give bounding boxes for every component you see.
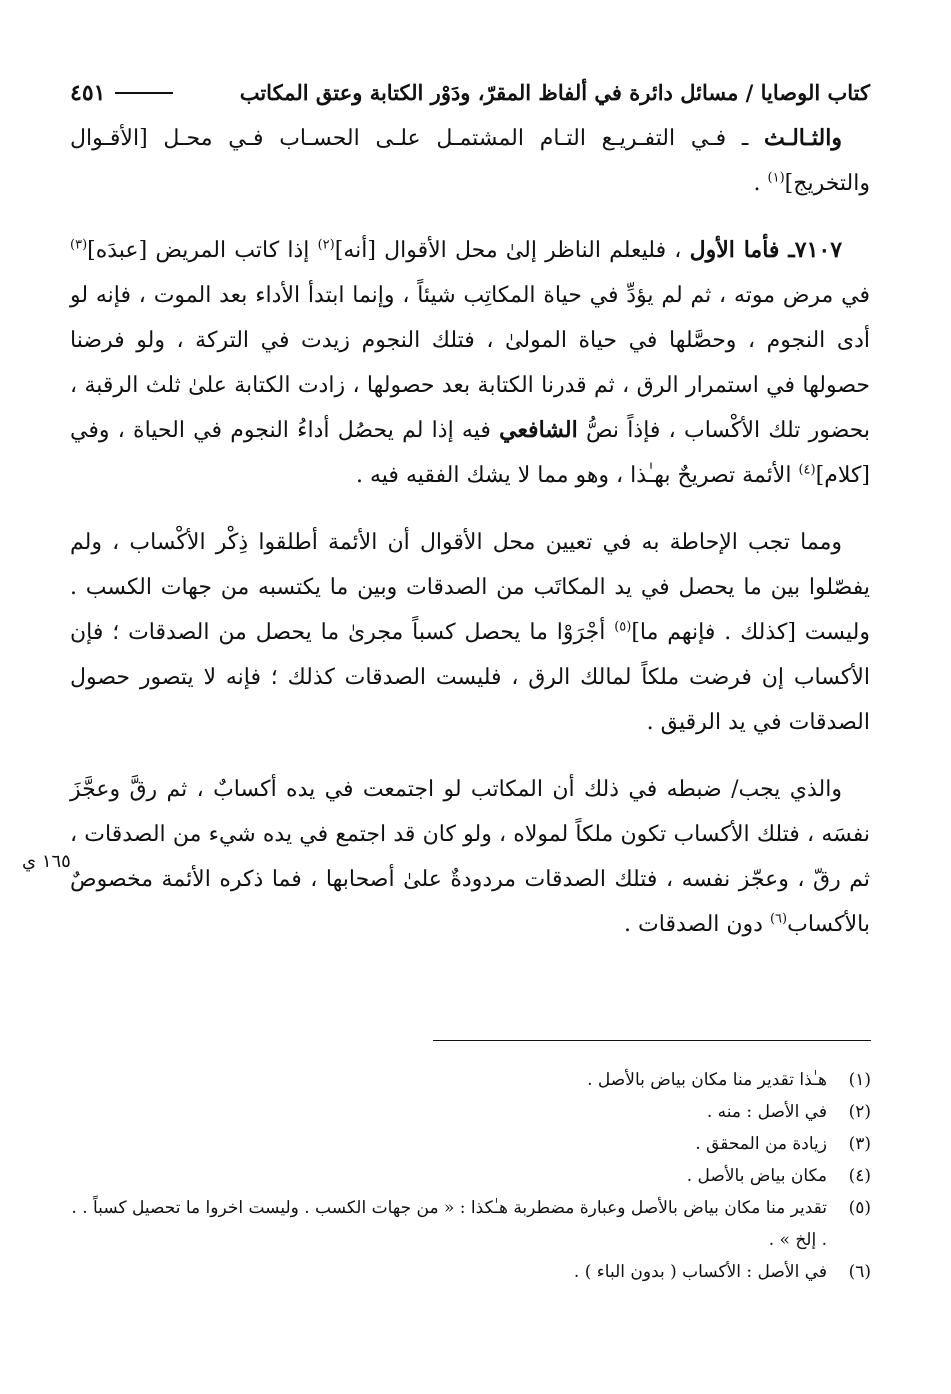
footnote-text: في الأصل : الأكساب ( بدون الباء ) . (573, 1262, 827, 1282)
footnote (71, 1160, 871, 1192)
footnote (71, 1096, 871, 1128)
footnote (71, 1192, 871, 1256)
footnote (71, 1064, 871, 1096)
footnote-ref-6: (٦) (769, 911, 788, 927)
p3-text-2: دون الصدقات . (624, 912, 770, 937)
footnote-number: (١) (848, 1070, 871, 1090)
footnote-number: (٥) (848, 1198, 871, 1218)
footnote-ref-3: (٣) (70, 237, 88, 253)
p1-text-3: في مرض موته ، ثم لم يؤدِّ في حياة المكاتِب شيئاً ، وإنما ابتدأ الأداء بعد الموت ، فإنه لو أدى النجوم ، وحصَّلها في حياة المولىٰ ، فتلك النجوم زيدت في التركة ، ولو فرضنا حصولها في استمرار الرق ، ثم قدرنا الكتابة بعد حصولها ، زادت الكتابة علىٰ ثلث الرقبة ، بحضور تلك الأكْساب ، فإذاً نصُّ (70, 283, 870, 443)
running-header (70, 70, 870, 116)
footnote-number: (٣) (848, 1134, 871, 1154)
footnote-text: مكان بياض بالأصل . (686, 1166, 827, 1186)
paragraph-number: ٧١٠٧ـ (779, 237, 843, 263)
footnote-number: (٤) (848, 1166, 871, 1186)
header-dash (115, 92, 173, 94)
footnote-ref-5: (٥) (614, 619, 632, 635)
p2-text-2: أجْرَوْا ما يحصل كسباً مجرىٰ ما يحصل من الصدقات ؛ فإن الأكساب إن فرضت ملكاً لمالك الرق ، فليست الصدقات كذلك ؛ فإنه لا يتصور حصول الصدقات في يد الرقيق . (70, 620, 870, 735)
footnote-text: تقدير منا مكان بياض بالأصل وعبارة مضطربة هـٰكذا : « من جهات الكسب . وليست اخروا ما تحصيل كسباً . . . إلخ » . (71, 1198, 827, 1250)
paragraph-gap (70, 206, 870, 228)
page-number: ٤٥١ (70, 80, 106, 106)
intro-paragraph (70, 116, 870, 206)
p2-text-1: ومما تجب الإحاطة به في تعيين محل الأقوال أن الأئمة أطلقوا ذِكْر الأكْساب ، ولم يفصّلوا بين ما يحصل في يد المكاتَب من الصدقات وبين ما يكتسبه من جهات الكسب . وليست [كذلك . فإنهم ما] (70, 530, 870, 645)
footnote (71, 1256, 871, 1288)
footnote-number: (٢) (848, 1102, 871, 1122)
p1-text-4: فيه إذا لم يحصُل أداءُ النجوم في الحياة ، وفي [كلام] (70, 418, 870, 488)
footnote-text: في الأصل : منه . (706, 1102, 827, 1122)
paragraph-7107 (70, 228, 870, 498)
footnote-number: (٦) (848, 1262, 871, 1282)
header-title: كتاب الوصايا / مسائل دائرة في ألفاظ المقرّ، ودَوْر الكتابة وعتق المكاتب (239, 80, 870, 105)
footnote-text: هـٰذا تقدير منا مكان بياض بالأصل . (587, 1070, 827, 1090)
paragraph-2 (70, 520, 870, 745)
paragraph-lead: فأما الأول (689, 237, 780, 263)
footnote-text: زيادة من المحقق . (695, 1134, 827, 1154)
footnotes (71, 1064, 871, 1288)
p3-text-1: والذي يجب/ ضبطه في ذلك أن المكاتب لو اجتمعت في يده أكسابٌ ، ثم رقَّ وعجَّزَ نفسَه ، فتلك الأكساب تكون ملكاً لمولاه ، ولو كان قد اجتمع في يده شيء من الصدقات ، ثم رقّ ، وعجّز نفسه ، فتلك الصدقات مردودةٌ علىٰ أصحابها ، فما ذكره الأئمة مخصوصٌ بالأكساب (70, 777, 871, 937)
footnote-ref-4: (٤) (798, 462, 816, 478)
paragraph-gap (70, 745, 870, 767)
footnote (71, 1128, 871, 1160)
footnote-ref-2: (٢) (317, 237, 335, 253)
main-text (70, 116, 870, 947)
margin-folio-note: ١٦٥ ي (22, 851, 71, 872)
paragraph-gap (70, 498, 870, 520)
intro-lead: والثـالـث (764, 125, 842, 151)
intro-tail: . (753, 171, 768, 196)
paragraph-3 (70, 767, 870, 947)
name-shafii: الشافعي (499, 417, 578, 443)
footnote-ref-1: (١) (767, 170, 785, 186)
p1-text-1: ، فليعلم الناظر إلىٰ محل الأقوال [أنه] (334, 238, 690, 263)
p1-text-2: إذا كاتب المريض [عبدَه] (87, 238, 318, 263)
page-content (70, 70, 870, 947)
intro-text: ـ فـي التفـريـع التـام المشتمـل علـى الحسـاب فـي محـل [الأقـوال والتخريج] (70, 126, 870, 196)
p1-text-5: الأئمة تصريحٌ بهـٰذا ، وهو مما لا يشك الفقيه فيه . (356, 463, 799, 488)
footnote-separator (433, 1040, 871, 1041)
